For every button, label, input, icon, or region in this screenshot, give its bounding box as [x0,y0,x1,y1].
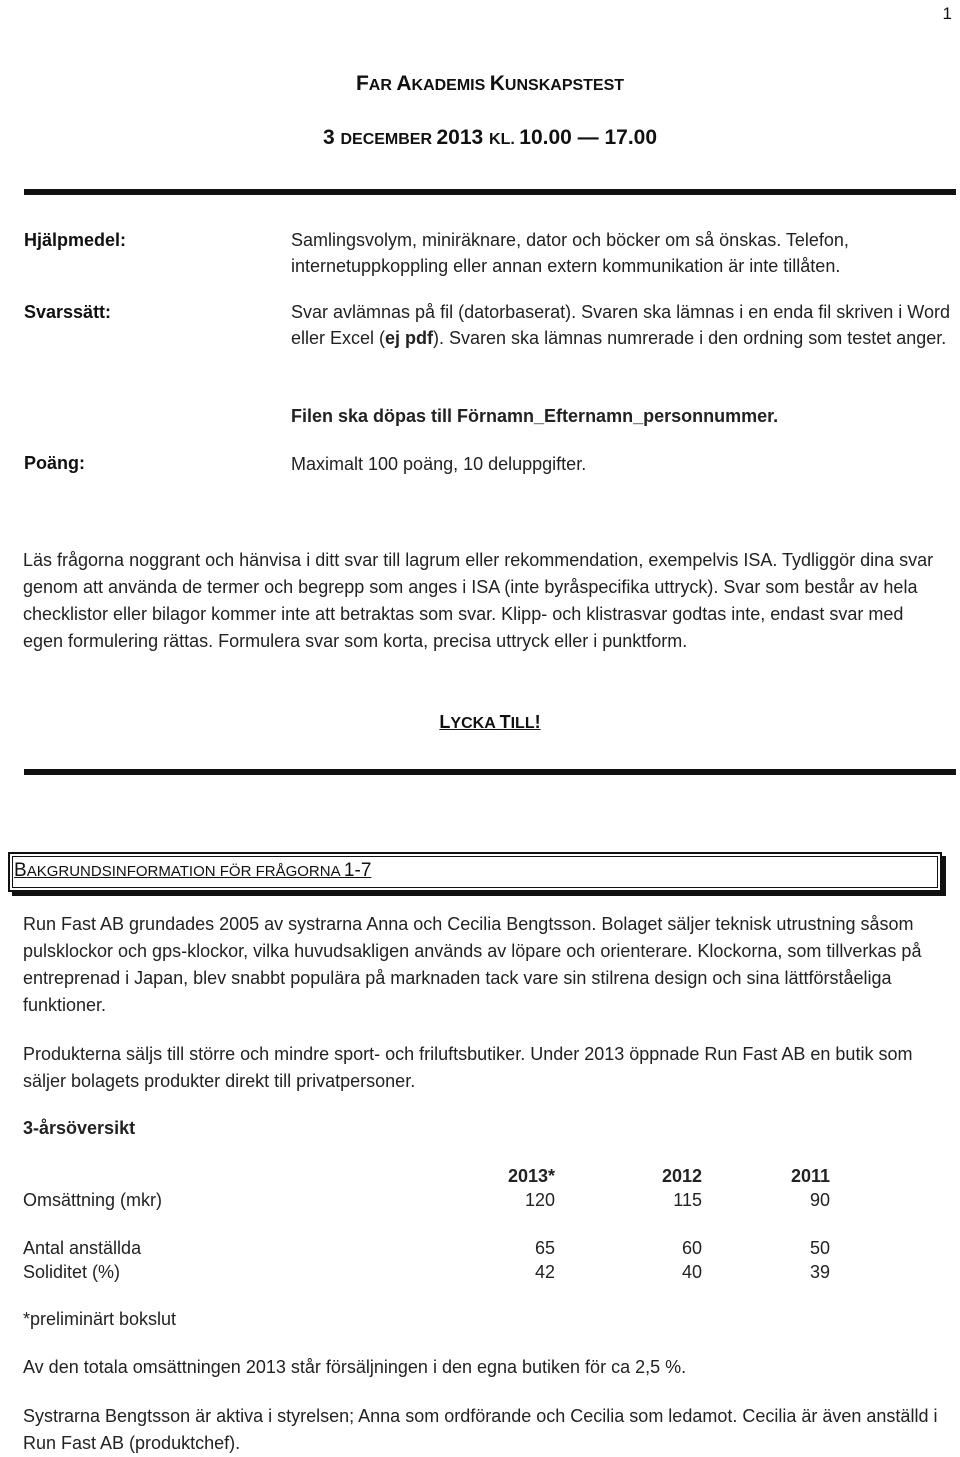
cell-value: 65 [534,1237,555,1258]
luck-part: L [439,712,451,732]
answer-text-1: Svar avlämnas på fil (datorbaserat). Svaren ska lämnas i en enda fil skriven i Word eller Excel ( [291,302,950,348]
section-title-part: B [14,860,27,881]
row-label: Omsättning (mkr) [23,1189,163,1210]
exam-title [0,72,960,96]
date-part: 3 [322,126,341,149]
background-paragraph-2: Produkterna säljs till större och mindre sport- och friluftsbutiker. Under 2013 öppnade Run Fast AB en butik som säljer bolagets produkter direkt till privatpersoner. [23,1044,913,1091]
table-spacer-row [23,1212,830,1236]
date-part: KL. [489,131,520,148]
section-title-part: 1-7 [343,860,372,881]
overview-table [23,1164,830,1284]
page-number: 1 [942,4,952,23]
column-header: 2013* [507,1165,555,1186]
table-row [23,1236,830,1260]
table-row [23,1260,830,1284]
cell-value: 60 [681,1237,702,1258]
background-paragraph-4: Systrarna Bengtsson är aktiva i styrelsen; Anna som ordförande och Cecilia som ledamot. Cecilia är även anställd i Run Fast AB (produktchef). [23,1406,938,1453]
column-header: 2011 [790,1165,830,1186]
row-label: Soliditet (%) [23,1261,121,1282]
aids-text: Samlingsvolym, miniräknare, dator och böcker om så önskas. Telefon, internetuppkoppling eller annan extern kommunikation är inte tillåten. [291,230,849,276]
exam-date [0,124,960,150]
cell-value: 90 [809,1189,830,1210]
date-part: 10.00 — 17.00 [519,126,658,149]
table-header-row [23,1164,830,1188]
title-part: UNSKAPSTEST [504,77,625,94]
cell-value: 40 [681,1261,702,1282]
luck-part: YCKA [450,715,500,732]
answer-bold: ej pdf [385,328,434,348]
title-part: A [396,72,412,95]
cell-value: 120 [524,1189,555,1210]
section-heading-box [8,852,942,892]
cell-value: 115 [673,1189,702,1210]
row-label: Antal anställda [23,1237,142,1258]
luck-part: ! [534,712,541,732]
filename-rule: Filen ska döpas till Förnamn_Efternamn_personnummer. [291,406,779,426]
date-part: 2013 [436,126,490,149]
luck-part: ILL [510,715,535,732]
background-paragraph-3: Av den totala omsättningen 2013 står försäljningen i den egna butiken för ca 2,5 %. [23,1357,687,1377]
cell-value: 39 [809,1261,830,1282]
divider-top [24,189,956,195]
answer-text [291,299,951,351]
footnote: *preliminärt bokslut [23,1309,177,1329]
title-part: KADEMIS [411,77,490,94]
column-header: 2012 [661,1165,702,1186]
cell-value: 50 [809,1237,830,1258]
section-title-part: AKGRUNDSINFORMATION FÖR FRÅGORNA [26,863,344,880]
date-part: DECEMBER [340,131,437,148]
points-text: Maximalt 100 poäng, 10 deluppgifter. [291,454,587,474]
divider-bottom [24,769,956,775]
title-part: AR [368,77,397,94]
answer-label: Svarssätt: [24,302,112,322]
section-title [14,860,371,882]
cell-value: 42 [534,1261,555,1282]
answer-text-2: ). Svaren ska lämnas numrerade i den ordning som testet anger. [433,328,947,348]
overview-heading: 3-årsöversikt [23,1118,136,1138]
aids-label: Hjälpmedel: [24,230,127,250]
title-part: K [489,72,505,95]
background-paragraph-1: Run Fast AB grundades 2005 av systrarna Anna och Cecilia Bengtsson. Bolaget säljer teknisk utrustning såsom pulsklockor och gps-klockor, vilka huvudsakligen används av löpare och orienterare. Klockorna, som tillverkas på entreprenad i Japan, blev snabbt populära på marknaden tack vare sin stilrena design och sina lättförståeliga funktioner. [23,914,922,1015]
good-luck [0,712,960,733]
instructions: Läs frågorna noggrant och hänvisa i ditt svar till lagrum eller rekommendation, exempelvis ISA. Tydliggör dina svar genom att använda de termer och begrepp som anges i ISA (inte byråspecifika uttryck). Svar som består av hela checklistor eller bilagor kommer inte att betraktas som svar. Klipp- och klistrasvar godtas inte, endast svar med egen formulering rättas. Formulera svar som korta, precisa uttryck eller i punktform. [23,550,934,651]
table-row [23,1188,830,1212]
points-label: Poäng: [24,453,85,473]
title-part: F [355,72,369,95]
luck-part: T [499,712,511,732]
